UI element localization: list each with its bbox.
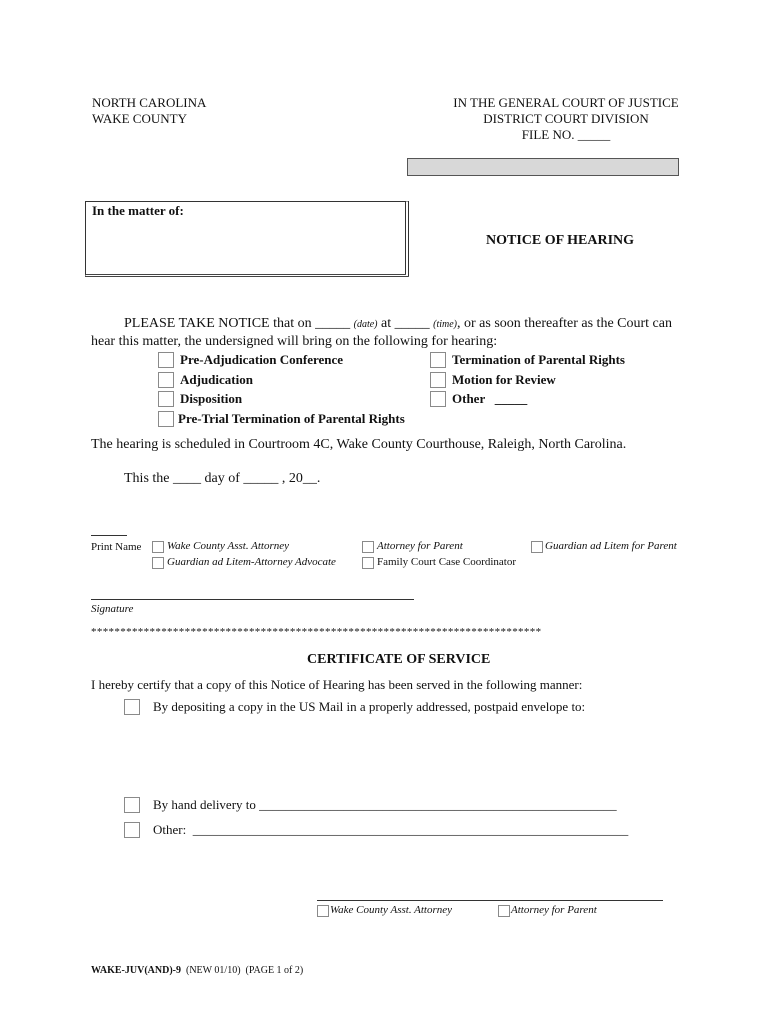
file-number: FILE NO. _____: [521, 127, 611, 142]
checkbox[interactable]: [152, 541, 164, 553]
division-label: DISTRICT COURT DIVISION: [483, 111, 649, 126]
notice-paragraph-line2: hear this matter, the undersigned will bring on the following for hearing:: [91, 334, 498, 349]
court-label: IN THE GENERAL COURT OF JUSTICE: [453, 95, 679, 110]
signer-gal-advocate[interactable]: Guardian ad Litem-Attorney Advocate: [152, 556, 336, 569]
checkbox[interactable]: [317, 905, 329, 917]
county-label: WAKE COUNTY: [92, 111, 187, 126]
form-footer: WAKE-JUV(AND)-9 (NEW 01/10) (PAGE 1 of 2): [91, 965, 304, 976]
signer-attorney-parent[interactable]: Attorney for Parent: [362, 540, 463, 553]
checkbox[interactable]: [152, 557, 164, 569]
checkbox[interactable]: [498, 905, 510, 917]
option-adjudication[interactable]: Adjudication: [158, 372, 253, 388]
scheduled-text: The hearing is scheduled in Courtroom 4C, Wake County Courthouse, Raleigh, North Carolina.: [91, 437, 627, 452]
checkbox[interactable]: [124, 797, 140, 813]
print-name-line: [91, 535, 127, 536]
checkbox[interactable]: [158, 352, 174, 368]
file-number-field[interactable]: [407, 158, 679, 176]
signature-label: Signature: [91, 603, 134, 615]
service-hand-delivery[interactable]: By hand delivery to _______________________________________________________: [124, 797, 617, 813]
service-mail[interactable]: By depositing a copy in the US Mail in a properly addressed, postpaid envelope to:: [124, 699, 585, 715]
option-motion-review[interactable]: Motion for Review: [430, 372, 556, 388]
checkbox[interactable]: [362, 541, 374, 553]
checkbox[interactable]: [531, 541, 543, 553]
certificate-intro: I hereby certify that a copy of this Notice of Hearing has been served in the following manner:: [91, 677, 583, 692]
option-tpr[interactable]: Termination of Parental Rights: [430, 352, 625, 368]
notice-title: NOTICE OF HEARING: [486, 233, 635, 248]
option-pre-adjudication[interactable]: Pre-Adjudication Conference: [158, 352, 343, 368]
cert-signer-asst-attorney[interactable]: Wake County Asst. Attorney: [317, 904, 452, 917]
checkbox[interactable]: [158, 391, 174, 407]
certificate-signature-line: [317, 900, 663, 901]
checkbox[interactable]: [362, 557, 374, 569]
state-label: NORTH CAROLINA: [92, 95, 207, 110]
signature-line: [91, 599, 414, 600]
separator: *****************************************************************************: [91, 626, 542, 638]
checkbox[interactable]: [430, 391, 446, 407]
signer-gal[interactable]: Guardian ad Litem for Parent: [531, 540, 677, 553]
matter-label: In the matter of:: [92, 203, 184, 218]
cert-signer-attorney-parent[interactable]: Attorney for Parent: [498, 904, 597, 917]
print-name-label: Print Name: [91, 541, 142, 553]
checkbox[interactable]: [124, 822, 140, 838]
option-disposition[interactable]: Disposition: [158, 391, 242, 407]
signer-asst-attorney[interactable]: Wake County Asst. Attorney: [152, 540, 289, 553]
signer-coordinator[interactable]: Family Court Case Coordinator: [362, 556, 516, 569]
checkbox[interactable]: [158, 411, 174, 427]
checkbox[interactable]: [430, 352, 446, 368]
option-pretrial-tpr[interactable]: Pre-Trial Termination of Parental Rights: [158, 411, 405, 427]
checkbox[interactable]: [158, 372, 174, 388]
certificate-title: CERTIFICATE OF SERVICE: [307, 652, 491, 667]
service-other[interactable]: Other: ___________________________________________________________________: [124, 822, 628, 838]
option-other[interactable]: Other _____: [430, 391, 527, 407]
notice-paragraph-line1: PLEASE TAKE NOTICE that on _____ (date) at _____ (time), or as soon thereafter as the Court can: [124, 316, 672, 331]
this-day-line: This the ____ day of _____ , 20__.: [124, 471, 321, 486]
checkbox[interactable]: [124, 699, 140, 715]
checkbox[interactable]: [430, 372, 446, 388]
